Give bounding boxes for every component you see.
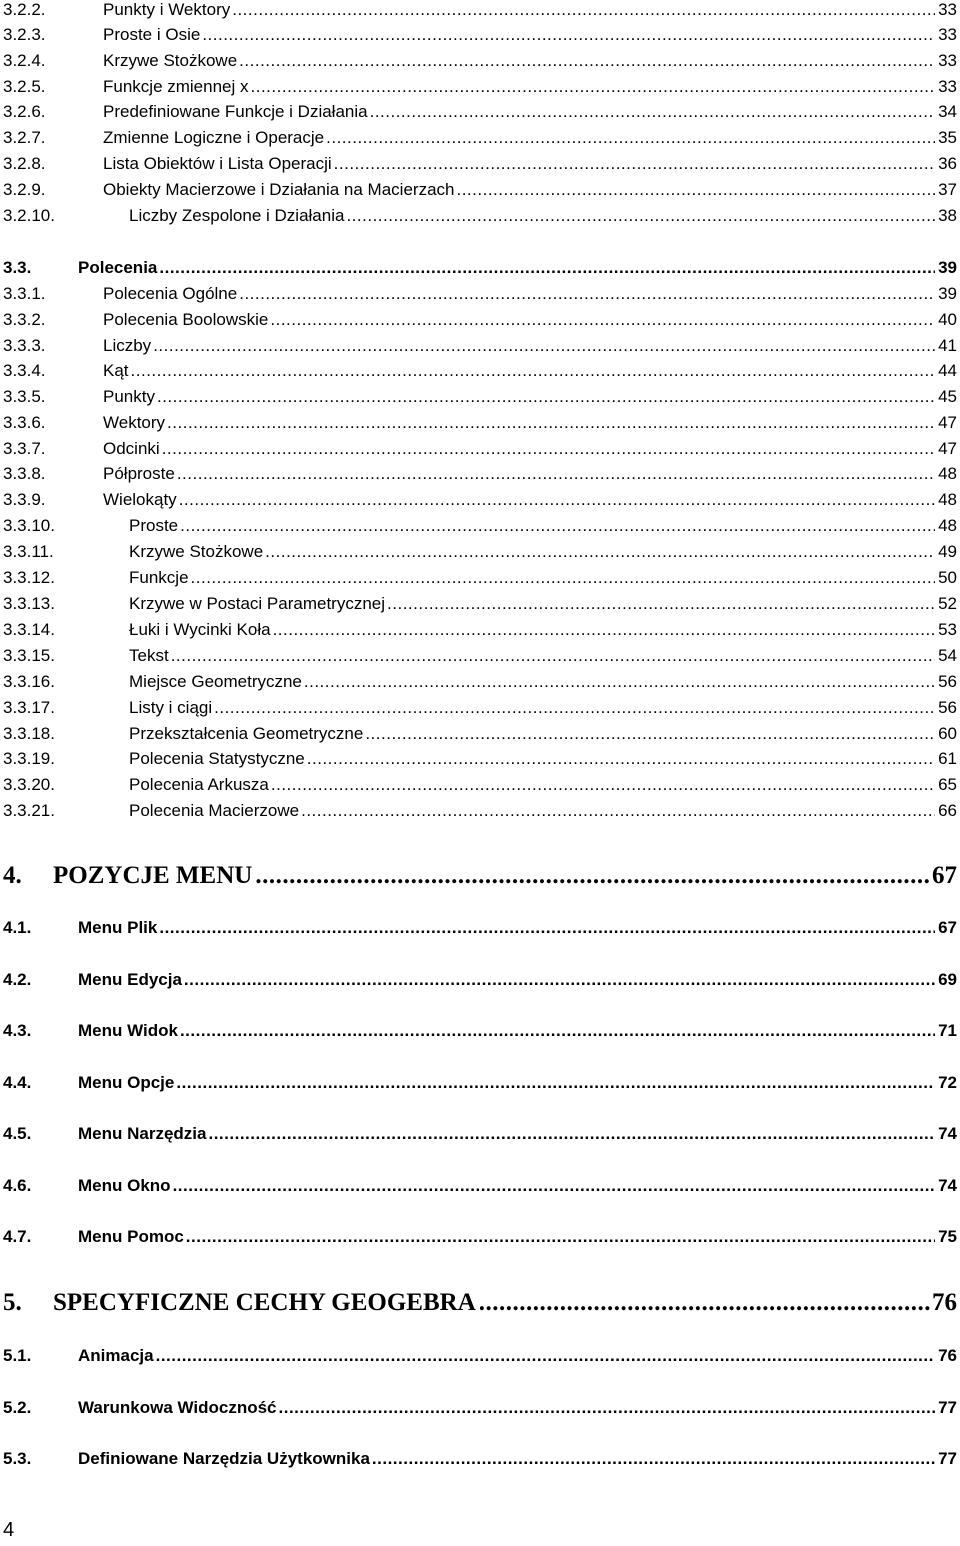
toc-entry-page: 48 <box>938 516 957 535</box>
toc-entry-page: 34 <box>938 102 957 121</box>
toc-entry-page: 33 <box>938 51 957 70</box>
toc-entry-title: SPECYFICZNE CECHY GEOGEBRA <box>53 1289 476 1316</box>
toc-leader-dots <box>304 672 935 692</box>
toc-leader-dots <box>346 206 935 226</box>
toc-entry-title: Menu Widok <box>78 1021 178 1040</box>
toc-entry-title: Odcinki <box>103 439 160 458</box>
toc-entry-number: 4.6. <box>3 1176 32 1195</box>
toc-entry-number: 3.3.16. <box>3 672 55 691</box>
toc-entry-number: 5.2. <box>3 1398 32 1417</box>
toc-entry-title: Punkty <box>103 387 155 406</box>
toc-entry-page: 56 <box>938 698 957 717</box>
toc-entry-title: Predefiniowane Funkcje i Działania <box>103 102 368 121</box>
toc-entry[interactable] <box>3 310 957 336</box>
toc-entry-number: 3.3.14. <box>3 620 55 639</box>
page-number: 4 <box>3 1519 15 1541</box>
toc-entry[interactable] <box>3 0 957 26</box>
toc-entry[interactable] <box>3 542 957 568</box>
toc-section-entry[interactable] <box>3 1124 957 1150</box>
toc-entry-title: Warunkowa Widoczność <box>78 1398 277 1417</box>
toc-entry[interactable] <box>3 387 957 413</box>
toc-entry-page: 77 <box>938 1398 957 1417</box>
toc-entry[interactable] <box>3 672 957 698</box>
toc-leader-dots <box>167 413 935 433</box>
toc-leader-dots <box>179 490 935 510</box>
toc-entry-page: 72 <box>938 1073 957 1092</box>
toc-entry-title: Przekształcenia Geometryczne <box>129 724 364 743</box>
toc-entry[interactable] <box>3 77 957 103</box>
toc-entry-page: 45 <box>938 387 957 406</box>
toc-entry-title: Krzywe w Postaci Parametrycznej <box>129 594 386 613</box>
toc-entry-number: 3.3.8. <box>3 464 46 483</box>
toc-leader-dots <box>153 336 935 356</box>
toc-entry-page: 47 <box>938 439 957 458</box>
toc-entry-title: Liczby Zespolone i Działania <box>129 206 345 225</box>
toc-entry-title: Obiekty Macierzowe i Działania na Macierzach <box>103 180 455 199</box>
toc-entry[interactable] <box>3 464 957 490</box>
toc-leader-dots <box>334 154 935 174</box>
toc-entry[interactable] <box>3 516 957 542</box>
toc-entry-number: 3.3.12. <box>3 568 55 587</box>
toc-entry-number: 3.2.2. <box>3 0 46 19</box>
toc-entry-title: Proste <box>129 516 179 535</box>
toc-leader-dots <box>171 646 935 666</box>
toc-entry-number: 4.4. <box>3 1073 32 1092</box>
toc-entry-page: 75 <box>938 1227 957 1246</box>
toc-entry-title: Wektory <box>103 413 166 432</box>
toc-entry[interactable] <box>3 490 957 516</box>
toc-entry-number: 3.3.2. <box>3 310 46 329</box>
toc-leader-dots <box>180 1021 935 1041</box>
toc-entry[interactable] <box>3 724 957 750</box>
toc-entry[interactable] <box>3 439 957 465</box>
toc-section-entry[interactable] <box>3 1176 957 1202</box>
toc-entry-page: 66 <box>938 801 957 820</box>
toc-entry-page: 54 <box>938 646 957 665</box>
toc-entry-title: Lista Obiektów i Lista Operacji <box>103 154 332 173</box>
toc-chapter-entry[interactable] <box>3 862 957 896</box>
toc-leader-dots <box>387 594 935 614</box>
toc-entry-title: Polecenia Statystyczne <box>129 749 305 768</box>
toc-entry-number: 3.3.19. <box>3 749 55 768</box>
toc-entry-number: 5.1. <box>3 1346 32 1365</box>
toc-entry-number: 4.7. <box>3 1227 32 1246</box>
toc-leader-dots <box>301 801 935 821</box>
toc-entry[interactable] <box>3 180 957 206</box>
toc-entry-title: Polecenia Boolowskie <box>103 310 269 329</box>
toc-leader-dots <box>202 25 935 45</box>
toc-leader-dots <box>159 258 935 278</box>
toc-entry-page: 33 <box>938 0 957 19</box>
toc-entry-number: 4.5. <box>3 1124 32 1143</box>
toc-entry-title: Menu Okno <box>78 1176 171 1195</box>
toc-leader-dots <box>270 310 935 330</box>
toc-leader-dots <box>131 361 936 381</box>
toc-entry-title: Listy i ciągi <box>129 698 213 717</box>
toc-entry-number: 4.2. <box>3 970 32 989</box>
toc-entry-page: 76 <box>938 1346 957 1365</box>
toc-leader-dots <box>176 1073 935 1093</box>
toc-entry-number: 3.3.17. <box>3 698 55 717</box>
toc-entry-page: 56 <box>938 672 957 691</box>
toc-entry-page: 40 <box>938 310 957 329</box>
toc-leader-dots <box>307 749 935 769</box>
toc-entry-number: 3.3.13. <box>3 594 55 613</box>
toc-entry[interactable] <box>3 102 957 128</box>
toc-entry-number: 3.3.11. <box>3 542 54 561</box>
toc-leader-dots <box>279 1398 936 1418</box>
toc-entry-number: 3.3.4. <box>3 361 46 380</box>
toc-entry-title: Polecenia Arkusza <box>129 775 269 794</box>
toc-leader-dots <box>265 542 935 562</box>
toc-entry-page: 37 <box>938 180 957 199</box>
toc-entry-page: 53 <box>938 620 957 639</box>
toc-entry-number: 3.3.20. <box>3 775 55 794</box>
toc-entry-title: Miejsce Geometryczne <box>129 672 302 691</box>
toc-entry-number: 3.3.15. <box>3 646 55 665</box>
toc-leader-dots <box>156 1346 935 1366</box>
toc-section-entry[interactable] <box>3 1398 957 1424</box>
toc-leader-dots <box>372 1449 935 1469</box>
toc-entry[interactable] <box>3 413 957 439</box>
toc-entry-number: 3.2.10. <box>3 206 55 225</box>
toc-leader-dots <box>232 0 935 20</box>
toc-entry-title: Liczby <box>103 336 152 355</box>
toc-entry-title: Polecenia Macierzowe <box>129 801 300 820</box>
toc-chapter-entry[interactable] <box>3 1289 957 1323</box>
toc-entry-page: 48 <box>938 464 957 483</box>
toc-entry-page: 33 <box>938 77 957 96</box>
toc-leader-dots <box>251 77 936 97</box>
toc-entry-page: 52 <box>938 594 957 613</box>
toc-entry-page: 35 <box>938 128 957 147</box>
toc-entry-page: 60 <box>938 724 957 743</box>
toc-entry-title: Wielokąty <box>103 490 177 509</box>
toc-entry-page: 76 <box>932 1289 957 1316</box>
toc-entry[interactable] <box>3 594 957 620</box>
toc-entry[interactable] <box>3 51 957 77</box>
toc-entry-title: Menu Pomoc <box>78 1227 184 1246</box>
toc-entry-title: Menu Plik <box>78 918 158 937</box>
toc-entry-page: 74 <box>938 1124 957 1143</box>
toc-leader-dots <box>159 918 935 938</box>
toc-entry-page: 33 <box>938 25 957 44</box>
toc-leader-dots <box>191 568 936 588</box>
toc-entry-page: 67 <box>932 862 957 889</box>
toc-section-entry[interactable] <box>3 258 957 284</box>
toc-leader-dots <box>479 1289 930 1317</box>
toc-entry-number: 3.3. <box>3 258 32 277</box>
toc-entry-number: 3.2.5. <box>3 77 46 96</box>
toc-entry-number: 3.3.6. <box>3 413 46 432</box>
toc-entry-page: 44 <box>938 361 957 380</box>
toc-entry-page: 65 <box>938 775 957 794</box>
toc-entry-page: 41 <box>938 336 957 355</box>
toc-leader-dots <box>271 775 935 795</box>
toc-entry-page: 71 <box>938 1021 957 1040</box>
toc-leader-dots <box>177 464 935 484</box>
toc-entry-title: Krzywe Stożkowe <box>129 542 264 561</box>
toc-entry-title: Punkty i Wektory <box>103 0 231 19</box>
toc-entry-page: 77 <box>938 1449 957 1468</box>
toc-leader-dots <box>208 1124 935 1144</box>
toc-entry[interactable] <box>3 801 957 827</box>
toc-section-entry[interactable] <box>3 1346 957 1372</box>
toc-leader-dots <box>214 698 935 718</box>
toc-entry-title: Kąt <box>103 361 129 380</box>
toc-leader-dots <box>326 128 935 148</box>
toc-entry-number: 3.3.9. <box>3 490 46 509</box>
toc-entry[interactable] <box>3 284 957 310</box>
toc-entry-title: Polecenia Ogólne <box>103 284 238 303</box>
toc-entry-page: 49 <box>938 542 957 561</box>
toc-entry[interactable] <box>3 336 957 362</box>
toc-entry-number: 3.2.3. <box>3 25 46 44</box>
toc-entry[interactable] <box>3 154 957 180</box>
toc-entry-title: POZYCJE MENU <box>53 862 253 889</box>
toc-entry[interactable] <box>3 568 957 594</box>
toc-entry-number: 3.2.7. <box>3 128 46 147</box>
toc-entry-page: 39 <box>938 284 957 303</box>
toc-entry[interactable] <box>3 698 957 724</box>
toc-section-entry[interactable] <box>3 1227 957 1253</box>
toc-entry-page: 36 <box>938 154 957 173</box>
toc-entry-title: Funkcje <box>129 568 189 587</box>
toc-entry-title: Półproste <box>103 464 175 483</box>
toc-entry-title: Animacja <box>78 1346 154 1365</box>
toc-entry-number: 3.3.1. <box>3 284 46 303</box>
toc-section-entry[interactable] <box>3 970 957 996</box>
toc-entry[interactable] <box>3 128 957 154</box>
toc-entry-title: Menu Opcje <box>78 1073 175 1092</box>
toc-section-entry[interactable] <box>3 918 957 944</box>
toc-entry-page: 38 <box>938 206 957 225</box>
toc-entry[interactable] <box>3 361 957 387</box>
toc-leader-dots <box>273 620 936 640</box>
toc-entry-title: Definiowane Narzędzia Użytkownika <box>78 1449 370 1468</box>
toc-entry-number: 5.3. <box>3 1449 32 1468</box>
toc-entry-number: 3.3.18. <box>3 724 55 743</box>
toc-entry-title: Krzywe Stożkowe <box>103 51 238 70</box>
toc-entry[interactable] <box>3 646 957 672</box>
toc-leader-dots <box>370 102 935 122</box>
toc-entry-number: 3.3.5. <box>3 387 46 406</box>
toc-entry-number: 5. <box>3 1289 22 1316</box>
toc-entry-title: Menu Narzędzia <box>78 1124 207 1143</box>
toc-leader-dots <box>186 1227 935 1247</box>
toc-entry-number: 4.1. <box>3 918 32 937</box>
toc-entry-page: 39 <box>938 258 957 277</box>
toc-leader-dots <box>239 51 935 71</box>
toc-entry-title: Tekst <box>129 646 169 665</box>
toc-entry-page: 61 <box>938 749 957 768</box>
toc-leader-dots <box>184 970 935 990</box>
toc-leader-dots <box>239 284 935 304</box>
toc-entry-number: 4.3. <box>3 1021 32 1040</box>
toc-entry-number: 3.2.9. <box>3 180 46 199</box>
toc-entry-title: Łuki i Wycinki Koła <box>129 620 271 639</box>
toc-leader-dots <box>173 1176 936 1196</box>
toc-entry-number: 3.3.10. <box>3 516 55 535</box>
toc-entry-page: 50 <box>938 568 957 587</box>
toc-entry-title: Menu Edycja <box>78 970 182 989</box>
toc-entry-number: 3.2.4. <box>3 51 46 70</box>
toc-leader-dots <box>255 862 930 890</box>
toc-entry-page: 69 <box>938 970 957 989</box>
toc-entry-title: Proste i Osie <box>103 25 201 44</box>
toc-entry-number: 3.3.7. <box>3 439 46 458</box>
toc-leader-dots <box>162 439 935 459</box>
toc-entry-number: 3.3.21. <box>3 801 55 820</box>
toc-entry-title: Zmienne Logiczne i Operacje <box>103 128 325 147</box>
toc-entry[interactable] <box>3 749 957 775</box>
toc-entry-title: Polecenia <box>78 258 158 277</box>
toc-entry[interactable] <box>3 206 957 232</box>
toc-entry-page: 47 <box>938 413 957 432</box>
toc-section-entry[interactable] <box>3 1449 957 1475</box>
toc-section-entry[interactable] <box>3 1021 957 1047</box>
toc-entry-title: Funkcje zmiennej x <box>103 77 249 96</box>
toc-leader-dots <box>180 516 935 536</box>
toc-entry-page: 74 <box>938 1176 957 1195</box>
toc-leader-dots <box>365 724 935 744</box>
toc-entry[interactable] <box>3 25 957 51</box>
toc-leader-dots <box>157 387 935 407</box>
toc-section-entry[interactable] <box>3 1073 957 1099</box>
toc-entry-number: 4. <box>3 862 22 889</box>
toc-entry-page: 48 <box>938 490 957 509</box>
toc-leader-dots <box>456 180 935 200</box>
toc-entry[interactable] <box>3 775 957 801</box>
toc-entry-number: 3.3.3. <box>3 336 46 355</box>
toc-entry-page: 67 <box>938 918 957 937</box>
toc-entry-number: 3.2.6. <box>3 102 46 121</box>
toc-entry[interactable] <box>3 620 957 646</box>
toc-entry-number: 3.2.8. <box>3 154 46 173</box>
